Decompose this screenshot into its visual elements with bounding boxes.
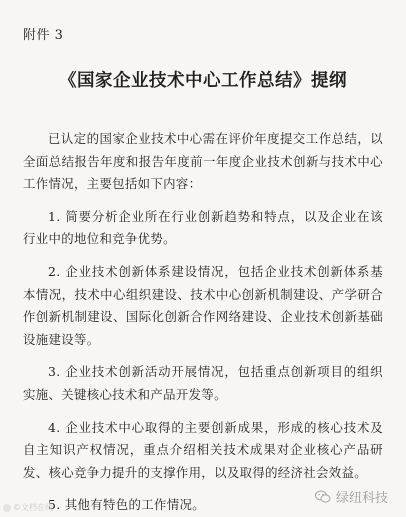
list-item: 4. 企业技术中心取得的主要创新成果，形成的核心技术及自主知识产权情况，重点介绍相关技术成果对企业核心产品研发、核心竞争力提升的支撑作用，以及取得的经济社会效益。: [23, 419, 383, 480]
watermark: [315, 487, 388, 506]
wechat-icon: [315, 490, 331, 504]
list-item: 3. 企业技术创新活动开展情况，包括重点创新项目的组织实施、关键核心技术和产品开发等。: [23, 364, 383, 402]
list-item: 1. 简要分析企业所在行业创新趋势和特点，以及企业在该行业中的地位和竞争优势。: [23, 208, 383, 247]
list-item: 2. 企业技术创新体系建设情况，包括企业技术创新体系基本情况，技术中心组织建设、技术中心创新机制建设、产学研合作创新机制建设、国际化创新合作网络建设、企业技术创新基础设施建设等。: [23, 263, 383, 347]
source-icon: [3, 504, 11, 512]
attachment-label: 附件 3: [23, 28, 64, 43]
source-mark-text: ©文档在线: [13, 503, 53, 512]
intro-paragraph: 已认定的国家企业技术中心需在评价年度提交工作总结，以全面总结报告年度和报告年度前一年度企业技术创新与技术中心工作情况，主要包括如下内容：: [23, 131, 383, 192]
document-body: [23, 128, 383, 517]
document-title: 《国家企业技术中心工作总结》提纲: [59, 71, 347, 91]
watermark-text: 绿纽科技: [335, 491, 388, 506]
source-mark: [3, 502, 53, 513]
list-item: 5. 其他有特色的工作情况。: [48, 497, 205, 513]
